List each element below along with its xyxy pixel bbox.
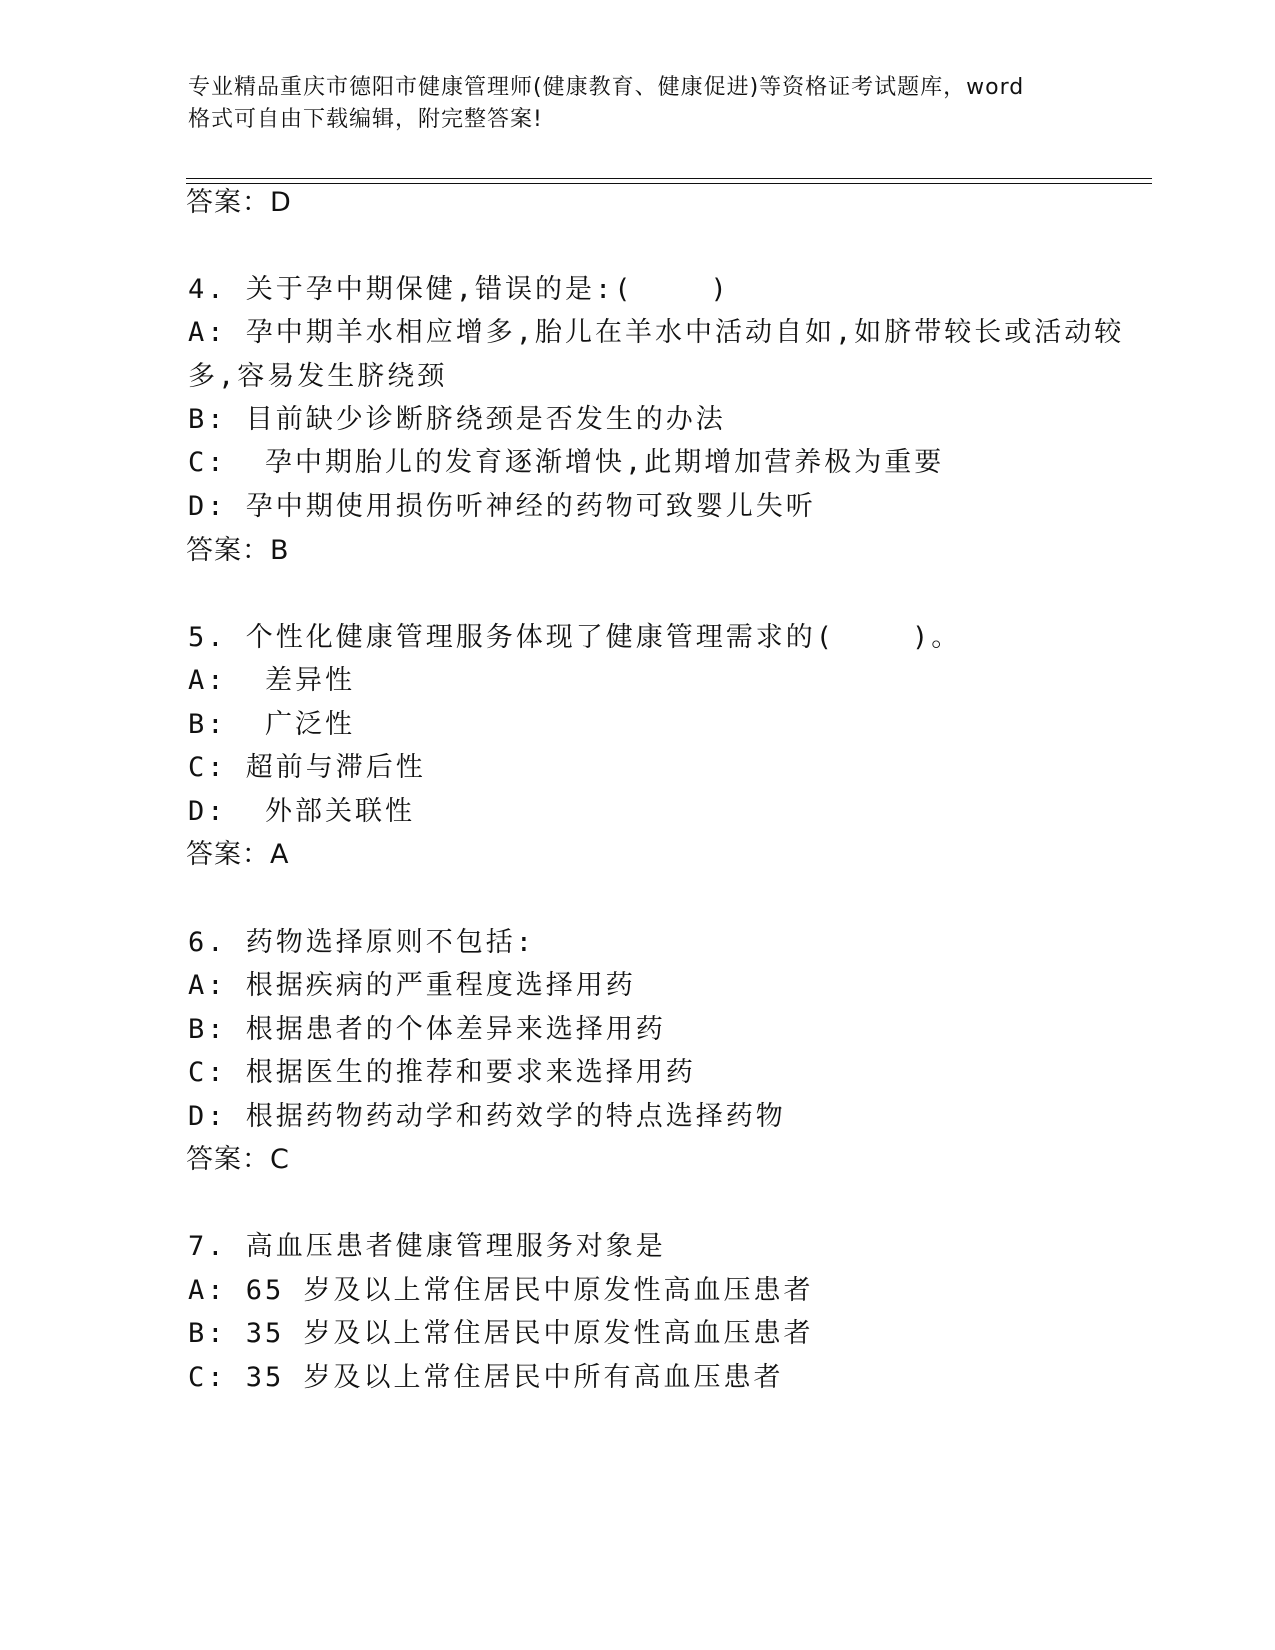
answer: 答案：C [186,1144,290,1175]
option-a: A: 65 岁及以上常住居民中原发性高血压患者 [188,1275,814,1306]
option-d: D: 孕中期使用损伤听神经的药物可致婴儿失听 [188,491,816,522]
option-b: B: 广泛性 [188,709,356,740]
option-b: B: 35 岁及以上常住居民中原发性高血压患者 [188,1318,814,1349]
document-header [188,72,1088,136]
header-line-2: 格式可自由下载编辑，附完整答案! [188,107,543,132]
option-b: B: 目前缺少诊断脐绕颈是否发生的办法 [188,404,726,435]
option-a: A: 孕中期羊水相应增多,胎儿在羊水中活动自如,如脐带较长或活动较 [188,317,1125,348]
option-c: C: 超前与滞后性 [188,752,426,783]
question-stem: 4. 关于孕中期保健,错误的是:( ) [188,274,730,305]
option-a: A: 根据疾病的严重程度选择用药 [188,970,636,1001]
header-rule-bottom [186,183,1152,184]
option-c: C: 孕中期胎儿的发育逐渐增快,此期增加营养极为重要 [188,447,945,478]
option-d: D: 根据药物药动学和药效学的特点选择药物 [188,1101,786,1132]
option-c: C: 35 岁及以上常住居民中所有高血压患者 [188,1362,784,1393]
header-rule-top [186,178,1152,179]
question-stem: 5. 个性化健康管理服务体现了健康管理需求的( )。 [188,622,962,653]
option-d: D: 外部关联性 [188,796,416,827]
header-line-1: 专业精品重庆市德阳市健康管理师(健康教育、健康促进)等资格证考试题库，word [188,75,1025,100]
option-a: A: 差异性 [188,665,356,696]
option-a-continued: 多,容易发生脐绕颈 [188,361,448,392]
option-b: B: 根据患者的个体差异来选择用药 [188,1014,666,1045]
question-stem: 6. 药物选择原则不包括: [188,927,536,958]
answer: 答案：A [186,839,290,870]
answer: 答案：B [186,535,290,566]
answer-q3: 答案：D [186,187,292,218]
option-c: C: 根据医生的推荐和要求来选择用药 [188,1057,696,1088]
question-stem: 7. 高血压患者健康管理服务对象是 [188,1231,666,1262]
